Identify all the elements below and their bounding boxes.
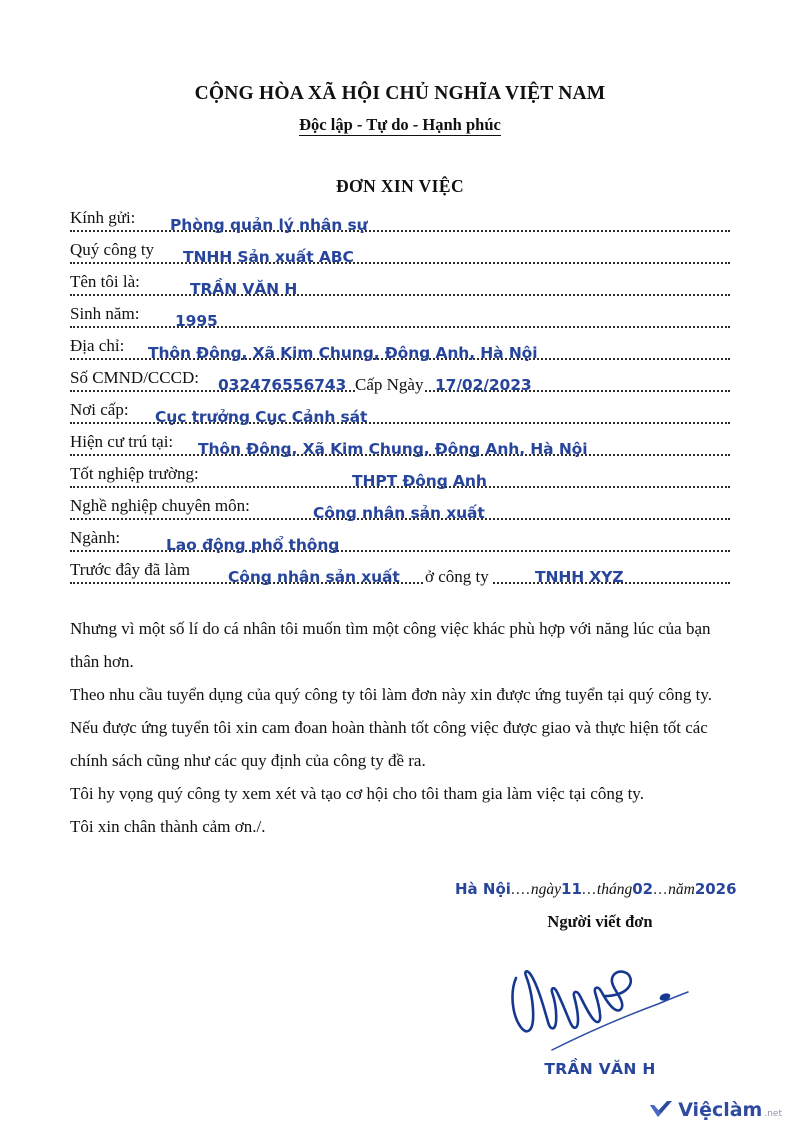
document-title: ĐƠN XIN VIỆC (336, 176, 464, 196)
field-row-school (70, 464, 730, 496)
application-form (70, 208, 730, 592)
field-label: Hiện cư trú tại: (70, 432, 174, 451)
field-row-residence (70, 432, 730, 464)
field-label-id: Số CMND/CCCD: (70, 368, 199, 387)
dotted-line (70, 582, 730, 584)
field-label: Kính gửi: (70, 208, 136, 227)
signer-name: TRẦN VĂN H (544, 1060, 656, 1078)
dotted-line (70, 294, 730, 296)
field-value-previous-company[interactable]: TNHH XYZ (535, 568, 624, 586)
field-label: Nghề nghiệp chuyên môn: (70, 496, 250, 515)
brand-tld: .net (764, 1109, 782, 1119)
field-value-issuing-place[interactable]: Cục trưởng Cục Cảnh sát (155, 408, 368, 426)
field-label: Nơi cấp: (70, 400, 129, 419)
body-paragraph-2: Theo nhu cầu tuyển dụng của quý công ty tôi làm đơn này xin được ứng tuyển tại quý công ty. Nếu được ứng tuyển tôi xin cam đoan hoàn thành tốt công việc được giao và thực hiện tốt các chính sách cũng như các quy định của công ty đề ra. (70, 685, 712, 770)
field-value-industry[interactable]: Lao động phổ thông (166, 536, 340, 554)
field-label: Địa chỉ: (70, 336, 125, 355)
date-year[interactable]: 2026 (694, 880, 737, 898)
year-label: năm (668, 881, 695, 898)
brand-name: Việclàm (678, 1099, 763, 1121)
dotted-line (70, 326, 730, 328)
date-month[interactable]: 02 (632, 880, 654, 898)
field-row-name (70, 272, 730, 304)
field-label: Quý công ty (70, 240, 155, 259)
check-mark-icon (649, 1100, 673, 1120)
field-value-name[interactable]: TRẦN VĂN H (190, 280, 298, 298)
field-row-birth-year (70, 304, 730, 336)
national-motto (0, 115, 800, 135)
field-label: Ngành: (70, 528, 121, 547)
field-value-recipient[interactable]: Phòng quản lý nhân sự (170, 216, 368, 234)
field-row-previous-job (70, 560, 730, 592)
motto-text: Độc lập - Tự do - Hạnh phúc (299, 115, 501, 134)
field-value-residence[interactable]: Thôn Đông, Xã Kim Chung, Đông Anh, Hà Nội (198, 440, 588, 458)
field-value-company[interactable]: TNHH Sản xuất ABC (183, 248, 354, 266)
field-row-profession (70, 496, 730, 528)
field-label: Tên tôi là: (70, 272, 140, 291)
vieclam-logo[interactable] (649, 1100, 782, 1120)
national-heading: CỘNG HÒA XÃ HỘI CHỦ NGHĨA VIỆT NAM (194, 83, 606, 104)
field-label: Sinh năm: (70, 304, 140, 323)
field-label-previous-company: ở công ty (425, 567, 489, 586)
field-row-address (70, 336, 730, 368)
letter-body (70, 612, 725, 843)
field-row-issuing-place (70, 400, 730, 432)
dotted-line (70, 262, 730, 264)
body-paragraph-1: Nhưng vì một số lí do cá nhân tôi muốn tìm một công việc khác phù hợp với năng lúc của bạn thân hơn. (70, 619, 711, 671)
field-value-birth-year[interactable]: 1995 (175, 312, 218, 330)
field-row-kinh-gui (70, 208, 730, 240)
date-day[interactable]: 11 (561, 880, 582, 898)
field-value-profession[interactable]: Công nhân sản xuất (313, 504, 485, 522)
field-row-industry (70, 528, 730, 560)
field-row-id-number (70, 368, 730, 400)
field-value-school[interactable]: THPT Đông Anh (352, 472, 487, 490)
dotted-line (70, 230, 730, 232)
field-label-previous-job: Trước đây đã làm (70, 560, 191, 579)
field-value-address[interactable]: Thôn Đông, Xã Kim Chung, Đông Anh, Hà Nội (148, 344, 538, 362)
date-place[interactable]: Hà Nội (455, 880, 511, 898)
field-label-issue-date: Cấp Ngày (355, 375, 424, 394)
body-paragraph-4: Tôi xin chân thành cảm ơn./. (70, 817, 266, 836)
field-row-company (70, 240, 730, 272)
field-value-issue-date[interactable]: 17/02/2023 (435, 376, 532, 394)
signature-icon (500, 952, 730, 1052)
field-value-id-number[interactable]: 032476556743 (218, 376, 347, 394)
body-paragraph-3: Tôi hy vọng quý công ty xem xét và tạo cơ hội cho tôi tham gia làm việc tại công ty. (70, 784, 644, 803)
month-label: tháng (596, 881, 633, 898)
field-value-previous-job[interactable]: Công nhân sản xuất (228, 568, 400, 586)
signer-role-label: Người viết đơn (547, 912, 653, 931)
handwritten-signature (500, 952, 730, 1052)
date-line: Hà Nội....ngày11...tháng02...năm2026 (455, 880, 737, 898)
day-label: ngày (530, 881, 562, 898)
field-label: Tốt nghiệp trường: (70, 464, 199, 483)
